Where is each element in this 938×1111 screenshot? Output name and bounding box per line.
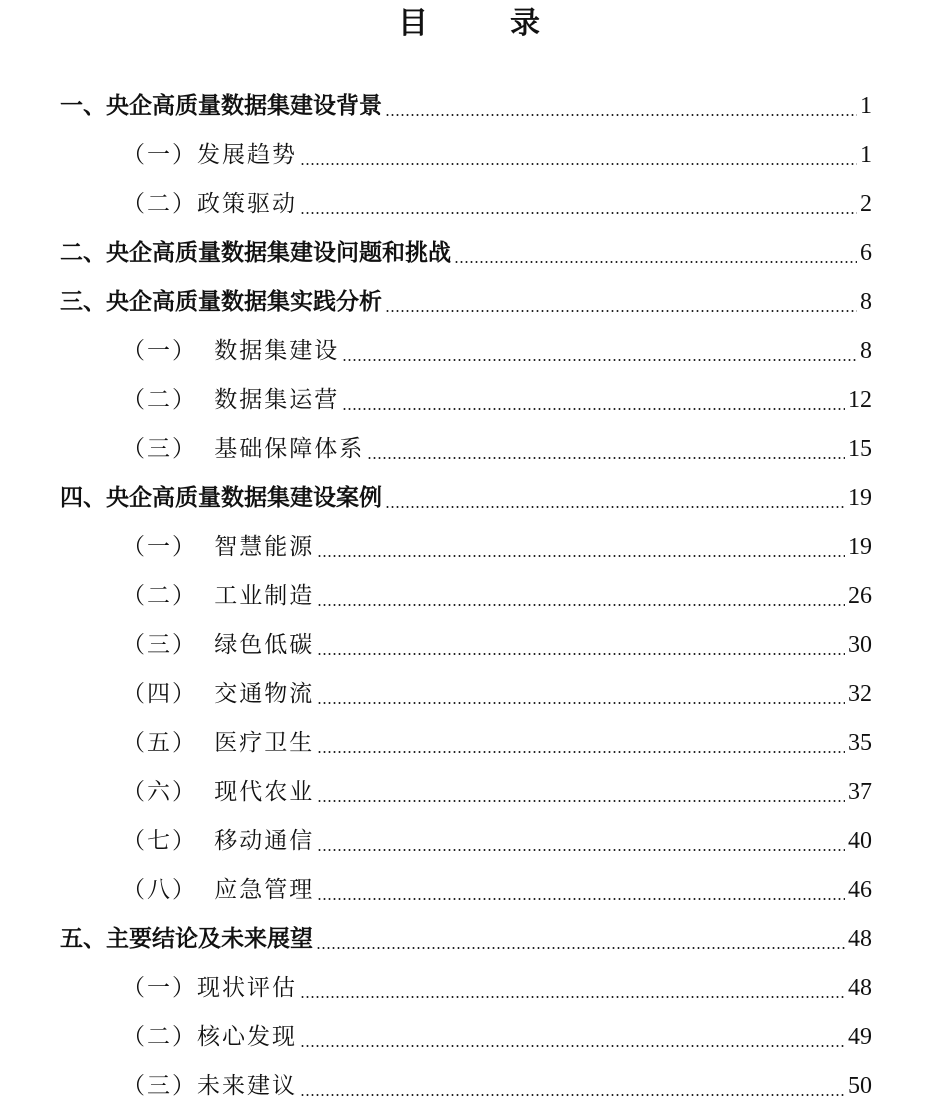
dot-leader <box>317 751 845 753</box>
toc-section-entry[interactable] <box>60 817 872 866</box>
toc-section-entry[interactable] <box>60 572 872 621</box>
toc-section-entry[interactable] <box>60 1013 872 1062</box>
toc-chapter-entry[interactable] <box>60 229 872 278</box>
dot-leader <box>317 702 845 704</box>
toc-entry-title: （七） 移动通信 <box>122 828 315 854</box>
toc-page-number: 48 <box>848 975 872 1001</box>
toc-entry-title: （二） 数据集运营 <box>122 387 340 413</box>
toc-page-number: 37 <box>848 779 872 805</box>
toc-entry-title: （三） 基础保障体系 <box>122 436 365 462</box>
toc-entry-title: （一）发展趋势 <box>122 142 297 168</box>
toc-entry-title: 五、主要结论及未来展望 <box>60 926 313 952</box>
toc-chapter-entry[interactable] <box>60 474 872 523</box>
toc-section-entry[interactable] <box>60 523 872 572</box>
toc-entry-title: （二） 工业制造 <box>122 583 315 609</box>
toc-section-entry[interactable] <box>60 327 872 376</box>
toc-page-number: 35 <box>848 730 872 756</box>
toc-entry-title: （二）政策驱动 <box>122 191 297 217</box>
dot-leader <box>300 996 845 998</box>
toc-entry-title: （一） 数据集建设 <box>122 338 340 364</box>
toc-page-number: 30 <box>848 632 872 658</box>
toc-section-entry[interactable] <box>60 768 872 817</box>
dot-leader <box>300 212 857 214</box>
toc-section-entry[interactable] <box>60 425 872 474</box>
toc-page-number: 19 <box>848 534 872 560</box>
toc-page-number: 2 <box>860 191 872 217</box>
dot-leader <box>317 604 845 606</box>
toc-entry-title: （二）核心发现 <box>122 1024 297 1050</box>
toc-entry-title: （四） 交通物流 <box>122 681 315 707</box>
toc-page-number: 48 <box>848 926 872 952</box>
dot-leader <box>342 408 845 410</box>
toc-entry-title: 三、央企高质量数据集实践分析 <box>60 289 382 315</box>
toc-page-number: 50 <box>848 1073 872 1099</box>
dot-leader <box>300 1094 845 1096</box>
dot-leader <box>317 800 845 802</box>
toc-chapter-entry[interactable] <box>60 82 872 131</box>
dot-leader <box>300 1045 845 1047</box>
toc-section-entry[interactable] <box>60 866 872 915</box>
toc-page-number: 1 <box>860 93 872 119</box>
dot-leader <box>300 163 857 165</box>
toc-page-number: 49 <box>848 1024 872 1050</box>
toc-entry-title: （八） 应急管理 <box>122 877 315 903</box>
toc-page-number: 15 <box>848 436 872 462</box>
dot-leader <box>317 849 845 851</box>
toc-section-entry[interactable] <box>60 131 872 180</box>
toc-title: 目 录 <box>398 6 566 41</box>
toc-entry-title: （五） 医疗卫生 <box>122 730 315 756</box>
toc-entry-title: （一）现状评估 <box>122 975 297 1001</box>
toc-section-entry[interactable] <box>60 180 872 229</box>
toc-entry-title: 二、央企高质量数据集建设问题和挑战 <box>60 240 451 266</box>
toc-page-number: 19 <box>848 485 872 511</box>
toc-chapter-entry[interactable] <box>60 915 872 964</box>
dot-leader <box>385 114 857 116</box>
toc-entry-title: （三） 绿色低碳 <box>122 632 315 658</box>
toc-section-entry[interactable] <box>60 719 872 768</box>
dot-leader <box>317 898 845 900</box>
toc-page-number: 46 <box>848 877 872 903</box>
toc-page-number: 32 <box>848 681 872 707</box>
toc-page-number: 6 <box>860 240 872 266</box>
toc-section-entry[interactable] <box>60 964 872 1013</box>
dot-leader <box>317 555 845 557</box>
toc-entry-title: 一、央企高质量数据集建设背景 <box>60 93 382 119</box>
toc-list <box>60 82 872 1111</box>
toc-entry-title: 四、央企高质量数据集建设案例 <box>60 485 382 511</box>
toc-entry-title: （六） 现代农业 <box>122 779 315 805</box>
toc-page-number: 8 <box>860 338 872 364</box>
toc-page-number: 1 <box>860 142 872 168</box>
toc-section-entry[interactable] <box>60 621 872 670</box>
dot-leader <box>317 653 845 655</box>
toc-entry-title: （一） 智慧能源 <box>122 534 315 560</box>
toc-page-number: 26 <box>848 583 872 609</box>
dot-leader <box>385 310 857 312</box>
toc-chapter-entry[interactable] <box>60 278 872 327</box>
dot-leader <box>385 506 845 508</box>
toc-page-number: 8 <box>860 289 872 315</box>
dot-leader <box>454 261 857 263</box>
toc-section-entry[interactable] <box>60 1062 872 1111</box>
toc-page-number: 12 <box>848 387 872 413</box>
toc-section-entry[interactable] <box>60 670 872 719</box>
toc-entry-title: （三）未来建议 <box>122 1073 297 1099</box>
dot-leader <box>316 947 845 949</box>
dot-leader <box>342 359 857 361</box>
toc-section-entry[interactable] <box>60 376 872 425</box>
dot-leader <box>367 457 845 459</box>
toc-page-number: 40 <box>848 828 872 854</box>
